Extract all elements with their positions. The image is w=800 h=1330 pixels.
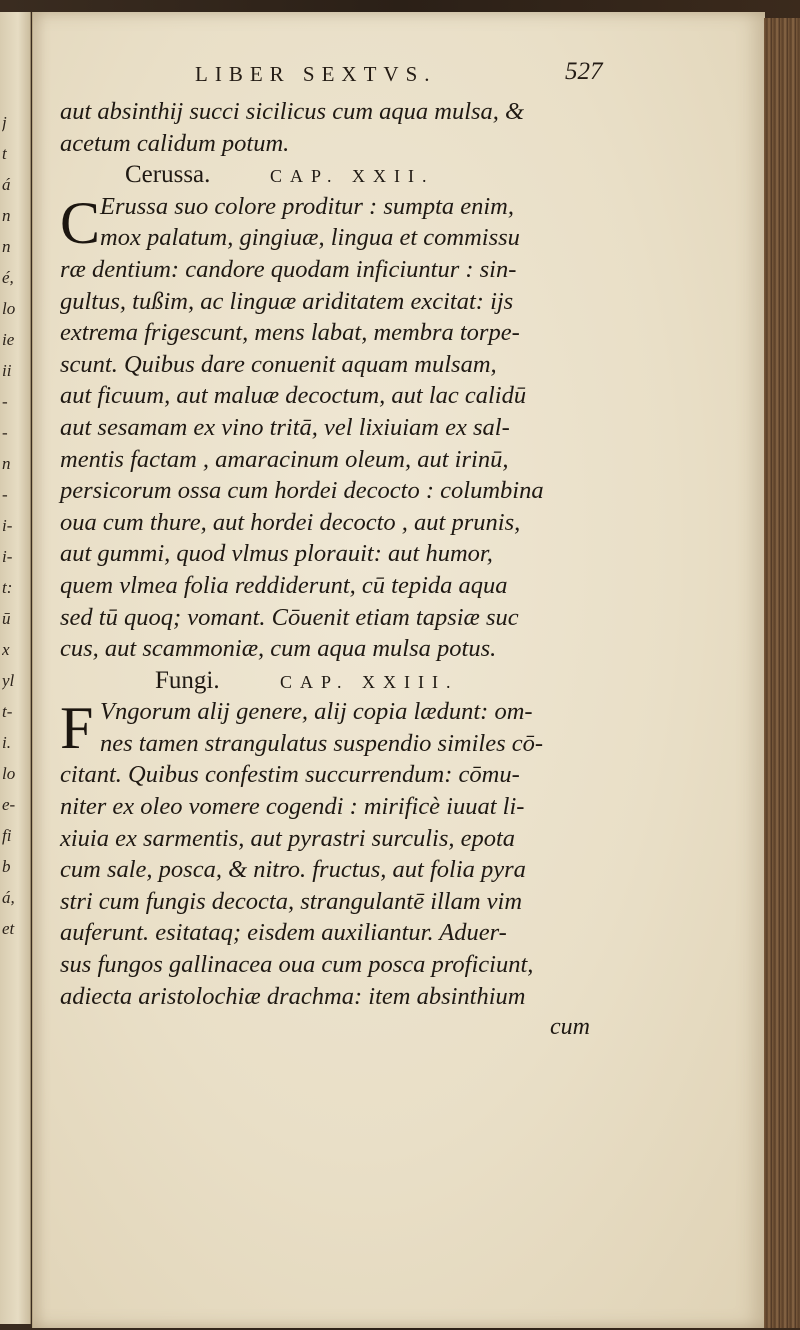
facing-page-glyph: á (2, 175, 11, 194)
text-line: cum sale, posca, & nitro. fructus, aut folia pyra (60, 856, 526, 884)
facing-page-glyph: - (2, 423, 8, 442)
facing-page-glyph: n (2, 206, 11, 225)
facing-page-glyph: t- (2, 702, 13, 721)
facing-page-glyph: ii (2, 361, 12, 380)
facing-page-glyph: yl (2, 671, 15, 690)
paragraph-fungi (60, 696, 620, 1012)
text-line: niter ex oleo vomere cogendi : mirificè iuuat li- (60, 793, 525, 821)
text-line: extrema frigescunt, mens labat, membra torpe- (60, 319, 520, 347)
facing-page-glyph: - (2, 392, 8, 411)
text-line: xiuia ex sarmentis, aut pyrastri surculis, epota (60, 824, 516, 852)
facing-page-fragments (2, 107, 28, 944)
facing-page-glyph: i- (2, 547, 13, 566)
text-line: citant. Quibus confestim succurrendum: cōmu- (60, 761, 520, 789)
facing-page-glyph: t: (2, 578, 13, 597)
opening-lines (60, 96, 620, 159)
text-line: stri cum fungis decocta, strangulantē illam vim (60, 887, 523, 915)
running-title: LIBER SEXTVS. (195, 62, 437, 86)
chapter-heading-fungi (60, 665, 620, 697)
facing-page-glyph: fi (2, 826, 12, 845)
facing-page-glyph: á, (2, 888, 15, 907)
facing-page-glyph: et (2, 919, 15, 938)
text-line: ræ dentium: candore quodam inficiuntur : sin- (60, 255, 517, 283)
text-line: aut sesamam ex vino tritā, vel lixiuiam ex sal- (60, 413, 510, 441)
text-line: Erussa suo colore proditur : sumpta enim, (100, 192, 514, 220)
facing-page-glyph: b (2, 857, 11, 876)
text-block (60, 58, 620, 1044)
facing-page-glyph: j (2, 113, 7, 132)
facing-page-glyph: e- (2, 795, 16, 814)
text-line: quem vlmea folia reddiderunt, cū tepida aqua (60, 571, 508, 599)
text-line: auferunt. esitataq; eisdem auxiliantur. Aduer- (60, 919, 507, 947)
text-line: sus fungos gallinacea oua cum posca proficiunt, (60, 951, 534, 979)
facing-page-glyph: ū (2, 609, 11, 628)
facing-page-glyph: i. (2, 733, 11, 752)
drop-cap: F (60, 695, 94, 762)
facing-page-glyph: lo (2, 299, 16, 318)
text-line: aut gummi, quod vlmus plorauit: aut humor, (60, 540, 493, 568)
facing-page-glyph: i- (2, 516, 13, 535)
chapter-number: CAP. XXIII. (280, 671, 459, 692)
catchword: cum (550, 1014, 590, 1041)
text-line: nes tamen strangulatus suspendio similes cō- (100, 729, 544, 757)
facing-page-glyph: - (2, 485, 8, 504)
chapter-title: Cerussa. (125, 161, 211, 189)
facing-page-glyph: ie (2, 330, 15, 349)
facing-page-glyph: n (2, 454, 11, 473)
text-line: persicorum ossa cum hordei decocto : columbina (60, 477, 544, 505)
text-line: adiecta aristolochiæ drachma: item absinthium (60, 982, 526, 1010)
facing-page-glyph: x (2, 640, 10, 659)
chapter-title: Fungi. (155, 666, 220, 694)
chapter-heading-cerussa (60, 159, 620, 191)
page-stack-edge (764, 18, 800, 1328)
text-line: gultus, tußim, ac linguæ ariditatem excitat: ijs (60, 287, 514, 315)
facing-page-glyph: lo (2, 764, 16, 783)
text-line: sed tū quoq; vomant. Cōuenit etiam tapsiæ suc (60, 603, 519, 631)
text-line: aut ficuum, aut maluæ decoctum, aut lac calidū (60, 382, 527, 410)
text-line: Vngorum alij genere, alij copia lædunt: om- (100, 698, 533, 726)
text-line: mentis factam , amaracinum oleum, aut irinū, (60, 445, 509, 473)
text-line: scunt. Quibus dare conuenit aquam mulsam, (60, 350, 497, 378)
chapter-number: CAP. XXII. (270, 166, 435, 187)
facing-page-glyph: é, (2, 268, 14, 287)
running-head (60, 58, 620, 96)
facing-page-edge (0, 12, 31, 1324)
facing-page-glyph: t (2, 144, 7, 163)
drop-cap: C (60, 189, 101, 256)
paragraph-cerussa (60, 191, 620, 665)
text-line: mox palatum, gingiuæ, lingua et commissu (100, 224, 520, 252)
page-number: 527 (565, 58, 603, 85)
text-line: cus, aut scammoniæ, cum aqua mulsa potus. (60, 635, 497, 663)
text-line: aut absinthij succi sicilicus cum aqua mulsa, & (60, 98, 525, 125)
facing-page-glyph: n (2, 237, 11, 256)
text-line: acetum calidum potum. (60, 129, 290, 157)
text-line: oua cum thure, aut hordei decocto , aut prunis, (60, 508, 521, 536)
